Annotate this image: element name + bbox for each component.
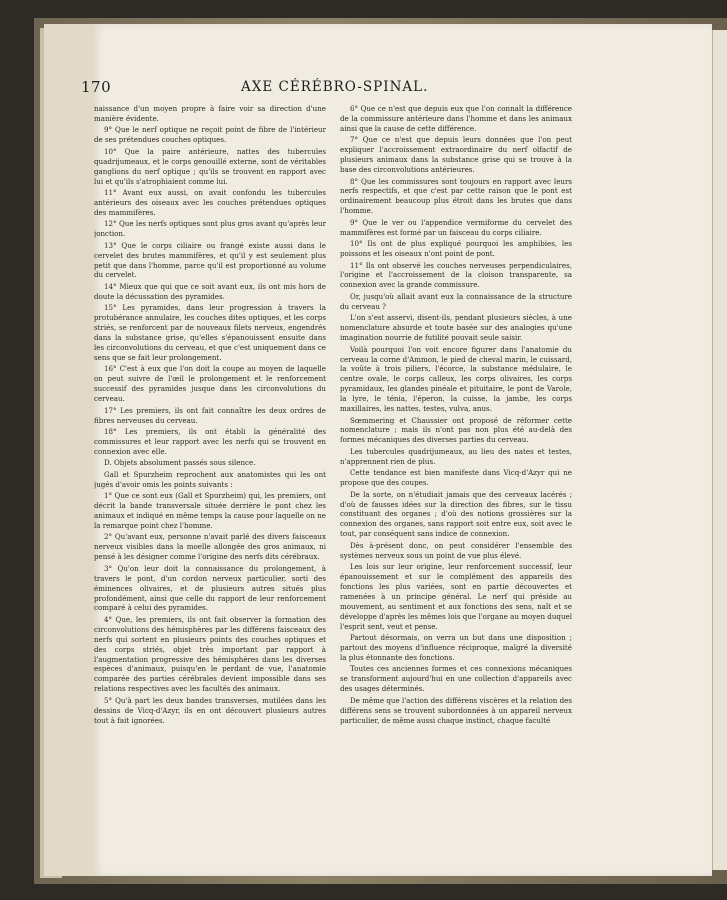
paragraph: Les tubercules quadrijumeaux, au lieu des nates et testes, n'apprennent rien de plus. [340, 446, 572, 466]
paragraph: 2° Qu'avant eux, personne n'avait parlé des divers faisceaux nerveux visibles dans la moelle allongée des gros animaux, ni pensé à les désigner comme l'origine des nerfs dits cérébraux. [94, 532, 326, 562]
paragraph: Toutes ces anciennes formes et ces connexions mécaniques se transforment aujourd'hui en une collection d'appareils avec des usages déterminés. [340, 664, 572, 694]
paragraph: 12° Que les nerfs optiques sont plus gros avant qu'après leur jonction. [94, 219, 326, 239]
paragraph: 18° Les premiers, ils ont établi la généralité des commissures et leur rapport avec les nerfs qui se trouvent en connexion avec elle. [94, 427, 326, 456]
paragraph: L'on s'est asservi, disent-ils, pendant plusieurs siècles, à une nomenclature absurde et toute basée sur des analogies qu'une imagination nourrie de futilité pouvait seule saisir. [340, 313, 572, 343]
paragraph: Partout désormais, on verra un but dans une disposition ; partout des moyens d'influence réciproque, malgré la diversité la plus étonnante des fonctions. [340, 633, 572, 662]
page-number: 170 [81, 78, 112, 96]
paragraph: 11° Ils ont observé les couches nerveuses perpendiculaires, l'origine et l'accroissement de la cloison transparente, sa connexion avec la grande commissure. [340, 260, 572, 290]
right-column [340, 104, 572, 764]
paragraph: Gall et Spurzheim reprochent aux anatomistes qui les ont jugés d'avoir omis les points suivants : [94, 469, 326, 489]
paragraph: 11° Avant eux aussi, on avait confondu les tubercules antérieurs des oiseaux avec les couches prétendues optiques des mammifères. [94, 188, 326, 217]
paragraph: De même que l'action des différens viscères et la relation des différens sens se trouvent subordonnées à un appareil nerveux particulier, de même aussi chaque instinct, chaque faculté [340, 695, 572, 725]
paragraph: 7° Que ce n'est que depuis leurs données que l'on peut expliquer l'accroissement extraordinaire du nerf olfactif de plusieurs animaux dans la substance grise qui se trouve à la base des circonvolutions antérieures. [340, 135, 572, 175]
paragraph: Dès à-présent donc, on peut considérer l'ensemble des systèmes nerveux sous un point de vue plus élevé. [340, 540, 572, 560]
paragraph: Les lois sur leur origine, leur renforcement successif, leur épanouissement et sur le complément des appareils des fonctions les plus variées, sont en partie découvertes et ramenées à un principe général. Le nerf qui préside au mouvement, au sentiment et aux fonctions des sens, naît et se développe d'après les mêmes lois que l'organe au moyen duquel l'esprit sent, veut et pense. [340, 562, 572, 631]
paragraph: 3° Qu'on leur doit la connaissance du prolongement, à travers le pont, d'un cordon nerveux particulier, sorti des éminences olivaires, et de plusieurs autres situés plus profondément, ainsi que celle du rapport de leur renforcement comparé à celui des pyramides. [94, 563, 326, 613]
paragraph: 16° C'est à eux que l'on doit la coupe au moyen de laquelle on peut suivre de l'œil le prolongement et le renforcement successif des pyramides jusque dans les circonvolutions du cerveau. [94, 364, 326, 404]
paragraph: Sœmmering et Chaussier ont proposé de réformer cette nomenclature ; mais ils n'ont pas non plus été au-delà des formes mécaniques des diverses parties du cerveau. [340, 415, 572, 445]
paragraph: 17° Les premiers, ils ont fait connaître les deux ordres de fibres nerveuses du cerveau. [94, 405, 326, 425]
paragraph: 14° Mieux que qui que ce soit avant eux, ils ont mis hors de doute la décussation des pyramides. [94, 281, 326, 301]
left-column [94, 104, 326, 764]
paragraph: 5° Qu'à part les deux bandes transverses, mutilées dans les dessins de Vicq-d'Azyr, ils en ont découvert plusieurs autres tout à fait ignorées. [94, 695, 326, 725]
paragraph: 6° Que ce n'est que depuis eux que l'on connaît la différence de la commissure antérieure dans l'homme et dans les animaux ainsi que la cause de cette différence. [340, 104, 572, 133]
paragraph: 10° Que la paire antérieure, nattes des tubercules quadrijumeaux, et le corps genouillé externe, sont de véritables ganglions du nerf optique ; qu'ils se trouvent en rapport avec lui et qu'ils s'atrophiaient comme lui. [94, 146, 326, 186]
paragraph: 4° Que, les premiers, ils ont fait observer la formation des circonvolutions des hémisphères par les différens faisceaux des nerfs qui sortent en plusieurs points des couches optiques et des corps striés, objet très important par rapport à l'augmentation progressive des hémisphères dans les diverses espèces d'animaux, puisqu'en le perdant de vue, l'anatomie comparée des parties cérébrales devient impossible dans ses relations respectives avec les facultés des animaux. [94, 614, 326, 694]
paragraph: 9° Que le nerf optique ne reçoit point de fibre de l'intérieur de ses prétendues couches optiques. [94, 125, 326, 145]
paragraph: 13° Que le corps ciliaire ou frangé existe aussi dans le cervelet des brutes mammifères, et qu'il y est seulement plus petit que dans l'homme, parce qu'il est proportionné au volume du cervelet. [94, 240, 326, 280]
running-title: AXE CÉRÉBRO-SPINAL. [241, 79, 429, 95]
paragraph: Or, jusqu'où allait avant eux la connaissance de la structure du cerveau ? [340, 291, 572, 311]
section-heading: D. Objets absolument passés sous silence. [104, 458, 256, 468]
paragraph: Cette tendance est bien manifeste dans Vicq-d'Azyr qui ne propose que des coupes. [340, 468, 572, 488]
page-header [81, 78, 551, 98]
paragraph: naissance d'un moyen propre à faire voir sa direction d'une manière évidente. [94, 104, 326, 123]
paragraph: 9° Que le ver ou l'appendice vermiforme du cervelet des mammifères est formé par un faisceau du corps ciliaire. [340, 217, 572, 237]
facing-page-edge [712, 30, 727, 870]
paragraph: 1° Que ce sont eux (Gall et Spurzheim) qui, les premiers, ont décrit la bande transversale située derrière le pont chez les animaux et indiqué en même temps la cause pour laquelle on ne la remarque point chez l'homme. [94, 491, 326, 530]
paragraph: 15° Les pyramides, dans leur progression à travers la protubérance annulaire, les couches dites optiques, et les corps striés, se renforcent par de nouveaux filets nerveux, engendrés dans la substance grise, qu'elles s'épanouissent ensuite dans les circonvolutions du cerveau, et que c'est uniquement dans ce sens que se fait leur prolongement. [94, 303, 326, 362]
paragraph: 10° Ils ont de plus expliqué pourquoi les amphibies, les poissons et les oiseaux n'ont point de pont. [340, 239, 572, 259]
paragraph: 8° Que les commissures sont toujours en rapport avec leurs nerfs respectifs, et que c'est par cette raison que le pont est ordinairement beaucoup plus étroit dans les brutes que dans l'homme. [340, 176, 572, 216]
paragraph: Voilà pourquoi l'on voit encore figurer dans l'anatomie du cerveau la corne d'Ammon, le pied de cheval marin, le cuissard, la voûte à trois piliers, l'écorce, la substance médulaire, le centre ovale, le corps calleux, les corps olivaires, les corps pyramidaux, les glandes pinéale et pituitaire, le pont de Varole, la lyre, le ténia, l'éperon, la cuisse, la jambe, les corps maxillaires, les nattes, testes, vulva, anus. [340, 344, 572, 414]
paragraph: De la sorte, on n'étudiait jamais que des cerveaux lacérés ; d'où de fausses idées sur la direction des fibres, sur le tissu constituant des organes ; d'où des notions grossières sur la connexion des organes, sans rapport soit entre eux, soit avec le tout, par conséquent sans indice de connexion. [340, 489, 572, 539]
